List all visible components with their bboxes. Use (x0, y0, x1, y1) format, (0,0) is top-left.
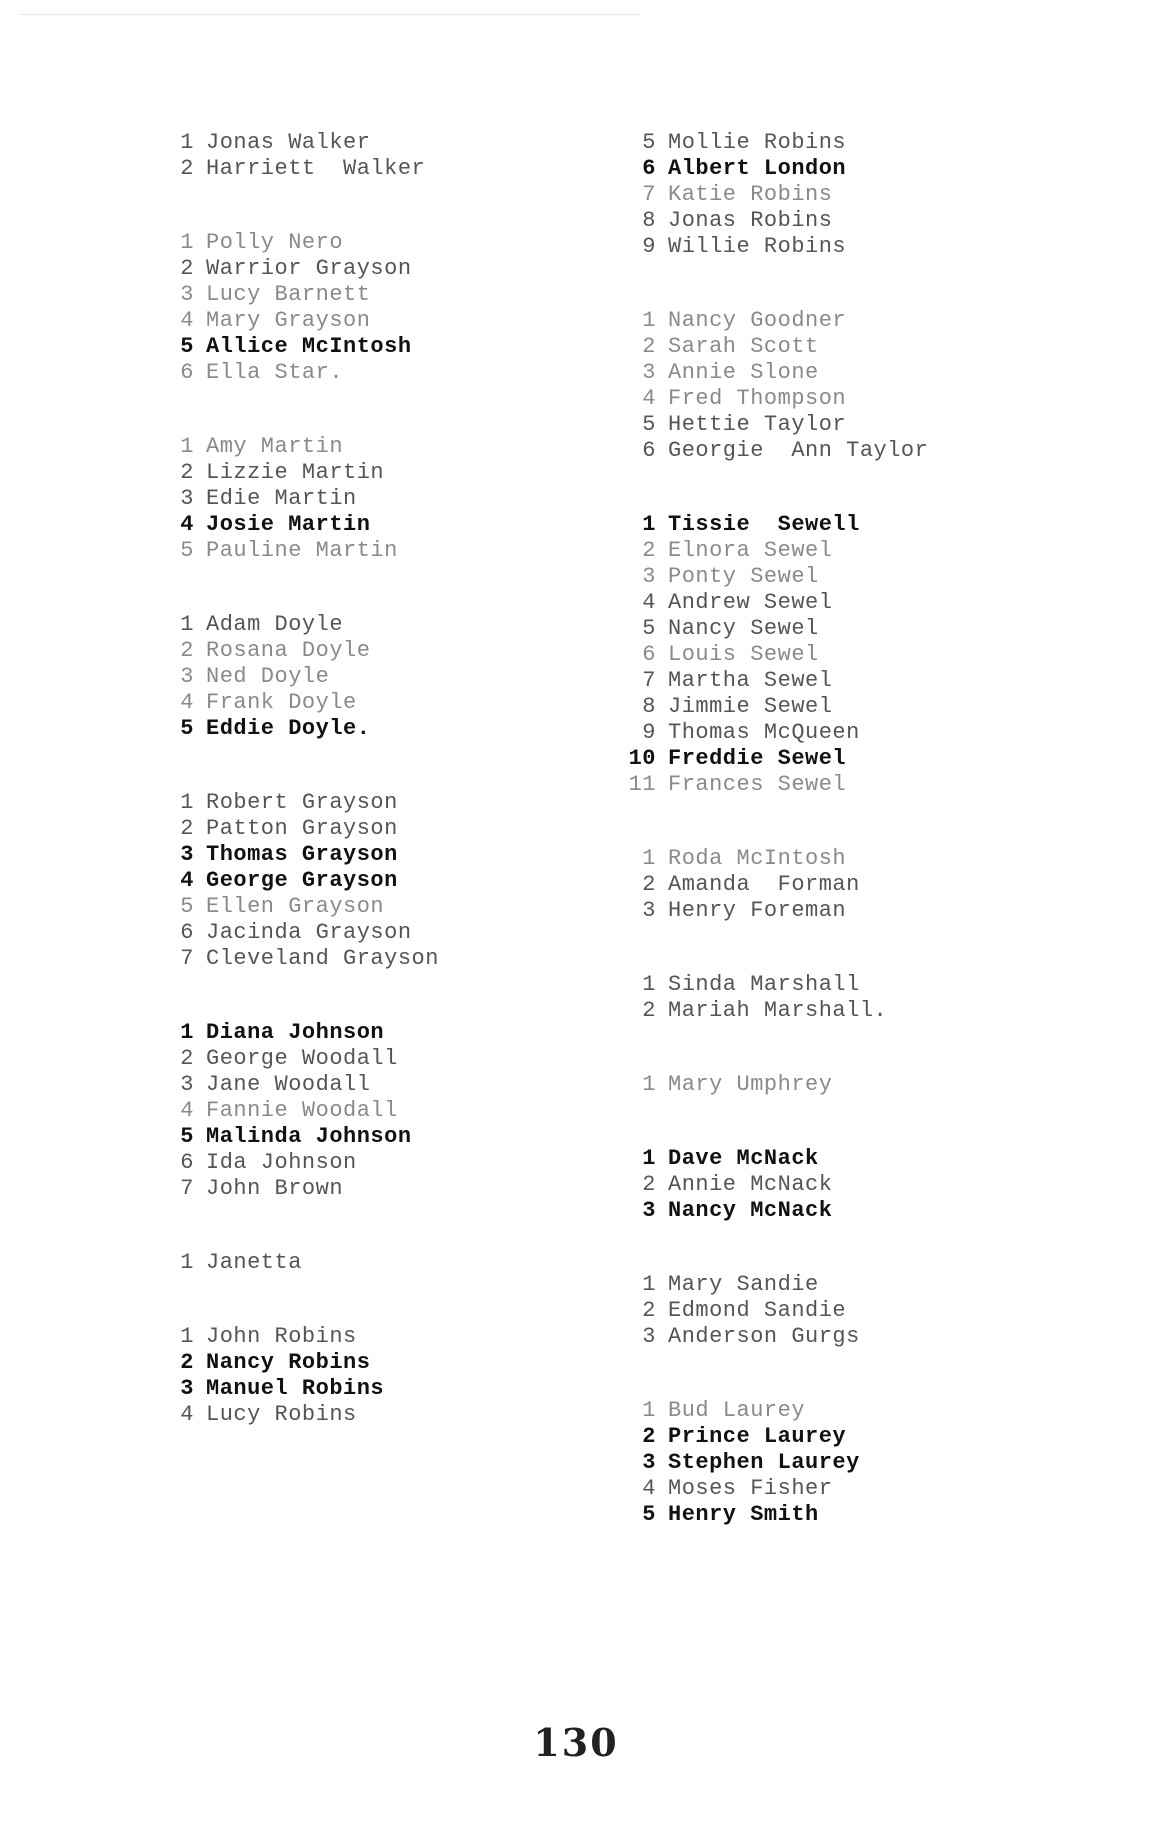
entry-number: 4 (642, 1476, 656, 1501)
entry-name: Robert Grayson (206, 790, 398, 815)
entry-name: Edmond Sandie (668, 1298, 847, 1323)
name-entry (160, 1098, 620, 1124)
entry-name: John Brown (206, 1176, 344, 1201)
entry-number: 3 (642, 564, 656, 589)
entry-name: Bud Laurey (668, 1398, 806, 1423)
name-entry (160, 1124, 620, 1150)
entry-number: 2 (180, 156, 194, 181)
entry-name: Edie Martin (206, 486, 357, 511)
name-entry (622, 412, 1082, 438)
entry-number: 7 (642, 668, 656, 693)
name-entry (622, 746, 1082, 772)
entry-name: Willie Robins (668, 234, 847, 259)
name-entry (160, 1176, 620, 1202)
entry-name: Lucy Robins (206, 1402, 357, 1427)
entry-number: 4 (180, 512, 194, 537)
entry-name: Polly Nero (206, 230, 344, 255)
entry-name: Adam Doyle (206, 612, 344, 637)
entry-number: 6 (180, 920, 194, 945)
name-entry (160, 130, 620, 156)
entry-name: George Woodall (206, 1046, 398, 1071)
entry-name: Frank Doyle (206, 690, 357, 715)
entry-number: 4 (180, 690, 194, 715)
entry-name: Ponty Sewel (668, 564, 819, 589)
entry-name: Amy Martin (206, 434, 344, 459)
entry-name: Hettie Taylor (668, 412, 847, 437)
scan-edge-line (20, 14, 640, 15)
entry-name: Jonas Robins (668, 208, 833, 233)
name-entry (160, 1072, 620, 1098)
entry-name: Manuel Robins (206, 1376, 385, 1401)
entry-name: Prince Laurey (668, 1424, 847, 1449)
name-entry (622, 998, 1082, 1024)
family-group (622, 308, 1082, 464)
entry-number: 3 (180, 486, 194, 511)
entry-name: Jane Woodall (206, 1072, 371, 1097)
name-entry (622, 898, 1082, 924)
entry-name: Nancy McNack (668, 1198, 833, 1223)
entry-name: Harriett Walker (206, 156, 426, 181)
name-entry (160, 334, 620, 360)
entry-number: 5 (642, 1502, 656, 1527)
family-group (160, 130, 620, 182)
entry-name: Roda McIntosh (668, 846, 847, 871)
entry-number: 7 (642, 182, 656, 207)
entry-number: 1 (180, 790, 194, 815)
entry-name: Henry Smith (668, 1502, 819, 1527)
entry-number: 3 (180, 664, 194, 689)
entry-name: Sinda Marshall (668, 972, 860, 997)
entry-number: 5 (180, 716, 194, 741)
name-entry (160, 1350, 620, 1376)
entry-number: 2 (642, 1298, 656, 1323)
entry-name: Jimmie Sewel (668, 694, 833, 719)
entry-number: 3 (642, 898, 656, 923)
entry-name: Mary Sandie (668, 1272, 819, 1297)
name-entry (622, 1072, 1082, 1098)
entry-number: 6 (642, 156, 656, 181)
entry-number: 2 (642, 538, 656, 563)
family-group (160, 1324, 620, 1428)
name-entry (622, 1298, 1082, 1324)
name-entry (160, 1402, 620, 1428)
name-entry (622, 1398, 1082, 1424)
entry-number: 2 (642, 1172, 656, 1197)
entry-name: Katie Robins (668, 182, 833, 207)
name-entry (160, 716, 620, 742)
entry-number: 1 (180, 1020, 194, 1045)
entry-name: Fannie Woodall (206, 1098, 398, 1123)
name-entry (622, 1146, 1082, 1172)
entry-name: Martha Sewel (668, 668, 833, 693)
name-entry (160, 512, 620, 538)
entry-name: Thomas Grayson (206, 842, 398, 867)
entry-number: 4 (180, 1098, 194, 1123)
name-entry (622, 1502, 1082, 1528)
entry-number: 8 (642, 694, 656, 719)
name-entry (160, 1324, 620, 1350)
right-column (622, 130, 1082, 1528)
entry-number: 1 (642, 1146, 656, 1171)
name-entry (622, 234, 1082, 260)
name-entry (622, 668, 1082, 694)
name-entry (622, 1450, 1082, 1476)
entry-name: Stephen Laurey (668, 1450, 860, 1475)
entry-number: 1 (642, 1398, 656, 1423)
entry-name: George Grayson (206, 868, 398, 893)
name-entry (622, 182, 1082, 208)
name-entry (622, 1424, 1082, 1450)
family-group (622, 1146, 1082, 1224)
entry-name: Allice McIntosh (206, 334, 412, 359)
name-entry (160, 920, 620, 946)
name-entry (160, 1376, 620, 1402)
entry-number: 9 (642, 234, 656, 259)
entry-number: 11 (628, 772, 656, 797)
name-entry (160, 486, 620, 512)
entry-number: 1 (180, 230, 194, 255)
entry-name: Elnora Sewel (668, 538, 833, 563)
left-column (160, 130, 620, 1428)
name-entry (622, 642, 1082, 668)
entry-number: 5 (642, 616, 656, 641)
entry-number: 6 (642, 438, 656, 463)
entry-name: Moses Fisher (668, 1476, 833, 1501)
entry-number: 9 (642, 720, 656, 745)
name-entry (622, 1172, 1082, 1198)
entry-name: Louis Sewel (668, 642, 819, 667)
name-entry (160, 156, 620, 182)
name-entry (160, 664, 620, 690)
entry-number: 4 (642, 590, 656, 615)
entry-number: 2 (180, 816, 194, 841)
name-entry (160, 230, 620, 256)
name-entry (622, 334, 1082, 360)
entry-number: 3 (180, 1376, 194, 1401)
name-entry (622, 386, 1082, 412)
entry-number: 2 (180, 638, 194, 663)
name-entry (160, 868, 620, 894)
entry-number: 1 (642, 846, 656, 871)
name-entry (622, 208, 1082, 234)
family-group (160, 434, 620, 564)
name-entry (160, 946, 620, 972)
entry-name: Lucy Barnett (206, 282, 371, 307)
name-entry (160, 894, 620, 920)
entry-name: Patton Grayson (206, 816, 398, 841)
entry-name: Amanda Forman (668, 872, 860, 897)
entry-number: 7 (180, 1176, 194, 1201)
name-entry (160, 612, 620, 638)
name-entry (622, 772, 1082, 798)
name-entry (622, 438, 1082, 464)
entry-number: 1 (642, 1072, 656, 1097)
family-group (160, 230, 620, 386)
entry-name: Nancy Sewel (668, 616, 819, 641)
name-entry (160, 460, 620, 486)
entry-number: 7 (180, 946, 194, 971)
entry-number: 5 (180, 894, 194, 919)
entry-name: Diana Johnson (206, 1020, 385, 1045)
entry-number: 1 (180, 130, 194, 155)
name-entry (622, 872, 1082, 898)
name-entry (160, 282, 620, 308)
name-entry (622, 590, 1082, 616)
name-entry (622, 308, 1082, 334)
entry-number: 5 (642, 412, 656, 437)
name-entry (622, 720, 1082, 746)
family-group (622, 1072, 1082, 1098)
entry-name: Rosana Doyle (206, 638, 371, 663)
entry-number: 6 (642, 642, 656, 667)
entry-number: 4 (180, 1402, 194, 1427)
entry-number: 1 (180, 1324, 194, 1349)
entry-number: 3 (180, 282, 194, 307)
name-entry (622, 538, 1082, 564)
entry-name: Anderson Gurgs (668, 1324, 860, 1349)
name-entry (160, 538, 620, 564)
entry-number: 2 (180, 1046, 194, 1071)
entry-number: 6 (180, 1150, 194, 1175)
name-entry (622, 1476, 1082, 1502)
name-entry (622, 972, 1082, 998)
name-entry (622, 156, 1082, 182)
entry-number: 2 (642, 1424, 656, 1449)
name-entry (622, 616, 1082, 642)
name-entry (160, 1250, 620, 1276)
name-entry (622, 694, 1082, 720)
entry-name: Dave McNack (668, 1146, 819, 1171)
entry-number: 5 (642, 130, 656, 155)
entry-number: 1 (642, 308, 656, 333)
family-group (160, 1250, 620, 1276)
entry-number: 1 (642, 512, 656, 537)
entry-number: 5 (180, 334, 194, 359)
name-entry (160, 434, 620, 460)
entry-number: 3 (642, 1450, 656, 1475)
entry-name: Ellen Grayson (206, 894, 385, 919)
entry-name: Annie Slone (668, 360, 819, 385)
entry-name: Thomas McQueen (668, 720, 860, 745)
entry-number: 2 (180, 1350, 194, 1375)
entry-number: 2 (180, 460, 194, 485)
entry-number: 2 (642, 998, 656, 1023)
name-entry (160, 690, 620, 716)
entry-number: 4 (180, 868, 194, 893)
name-entry (160, 842, 620, 868)
entry-name: Cleveland Grayson (206, 946, 439, 971)
entry-name: Lizzie Martin (206, 460, 385, 485)
entry-name: Tissie Sewell (668, 512, 860, 537)
family-group (160, 1020, 620, 1202)
entry-name: Nancy Goodner (668, 308, 847, 333)
entry-number: 3 (180, 1072, 194, 1097)
entry-number: 1 (642, 972, 656, 997)
entry-name: Annie McNack (668, 1172, 833, 1197)
entry-name: Malinda Johnson (206, 1124, 412, 1149)
entry-name: John Robins (206, 1324, 357, 1349)
entry-number: 5 (180, 538, 194, 563)
entry-number: 3 (642, 360, 656, 385)
entry-name: Warrior Grayson (206, 256, 412, 281)
entry-name: Jacinda Grayson (206, 920, 412, 945)
name-entry (622, 846, 1082, 872)
entry-number: 2 (180, 256, 194, 281)
entry-name: Nancy Robins (206, 1350, 371, 1375)
entry-name: Frances Sewel (668, 772, 847, 797)
entry-number: 1 (180, 612, 194, 637)
entry-number: 1 (180, 1250, 194, 1275)
entry-name: Albert London (668, 156, 847, 181)
name-entry (160, 638, 620, 664)
entry-number: 5 (180, 1124, 194, 1149)
entry-number: 4 (642, 386, 656, 411)
family-group (622, 1398, 1082, 1528)
name-entry (160, 790, 620, 816)
entry-number: 2 (642, 872, 656, 897)
entry-name: Henry Foreman (668, 898, 847, 923)
name-entry (160, 256, 620, 282)
family-group (160, 612, 620, 742)
entry-name: Mary Grayson (206, 308, 371, 333)
name-entry (622, 512, 1082, 538)
page-number: 130 (533, 1720, 619, 1765)
entry-number: 3 (642, 1324, 656, 1349)
entry-number: 10 (628, 746, 656, 771)
entry-number: 1 (180, 434, 194, 459)
name-entry (160, 360, 620, 386)
entry-name: Mariah Marshall. (668, 998, 888, 1023)
family-group (622, 1272, 1082, 1350)
family-group (622, 972, 1082, 1024)
entry-name: Andrew Sewel (668, 590, 833, 615)
name-entry (622, 1198, 1082, 1224)
name-entry (622, 1272, 1082, 1298)
name-entry (160, 1020, 620, 1046)
entry-number: 4 (180, 308, 194, 333)
name-entry (622, 130, 1082, 156)
name-entry (160, 1150, 620, 1176)
family-group (622, 846, 1082, 924)
entry-number: 2 (642, 334, 656, 359)
name-entry (160, 308, 620, 334)
entry-name: Josie Martin (206, 512, 371, 537)
name-entry (160, 816, 620, 842)
family-group (622, 130, 1082, 260)
entry-name: Freddie Sewel (668, 746, 847, 771)
family-group (622, 512, 1082, 798)
entry-name: Mollie Robins (668, 130, 847, 155)
entry-name: Janetta (206, 1250, 302, 1275)
entry-name: Ella Star. (206, 360, 344, 385)
entry-number: 1 (642, 1272, 656, 1297)
entry-name: Mary Umphrey (668, 1072, 833, 1097)
family-group (160, 790, 620, 972)
entry-name: Ida Johnson (206, 1150, 357, 1175)
name-entry (622, 1324, 1082, 1350)
entry-name: Ned Doyle (206, 664, 330, 689)
entry-number: 3 (180, 842, 194, 867)
name-entry (160, 1046, 620, 1072)
entry-name: Eddie Doyle. (206, 716, 371, 741)
entry-number: 6 (180, 360, 194, 385)
entry-name: Sarah Scott (668, 334, 819, 359)
name-entry (622, 360, 1082, 386)
entry-name: Jonas Walker (206, 130, 371, 155)
name-entry (622, 564, 1082, 590)
entry-name: Georgie Ann Taylor (668, 438, 929, 463)
entry-name: Fred Thompson (668, 386, 847, 411)
entry-name: Pauline Martin (206, 538, 398, 563)
entry-number: 3 (642, 1198, 656, 1223)
entry-number: 8 (642, 208, 656, 233)
